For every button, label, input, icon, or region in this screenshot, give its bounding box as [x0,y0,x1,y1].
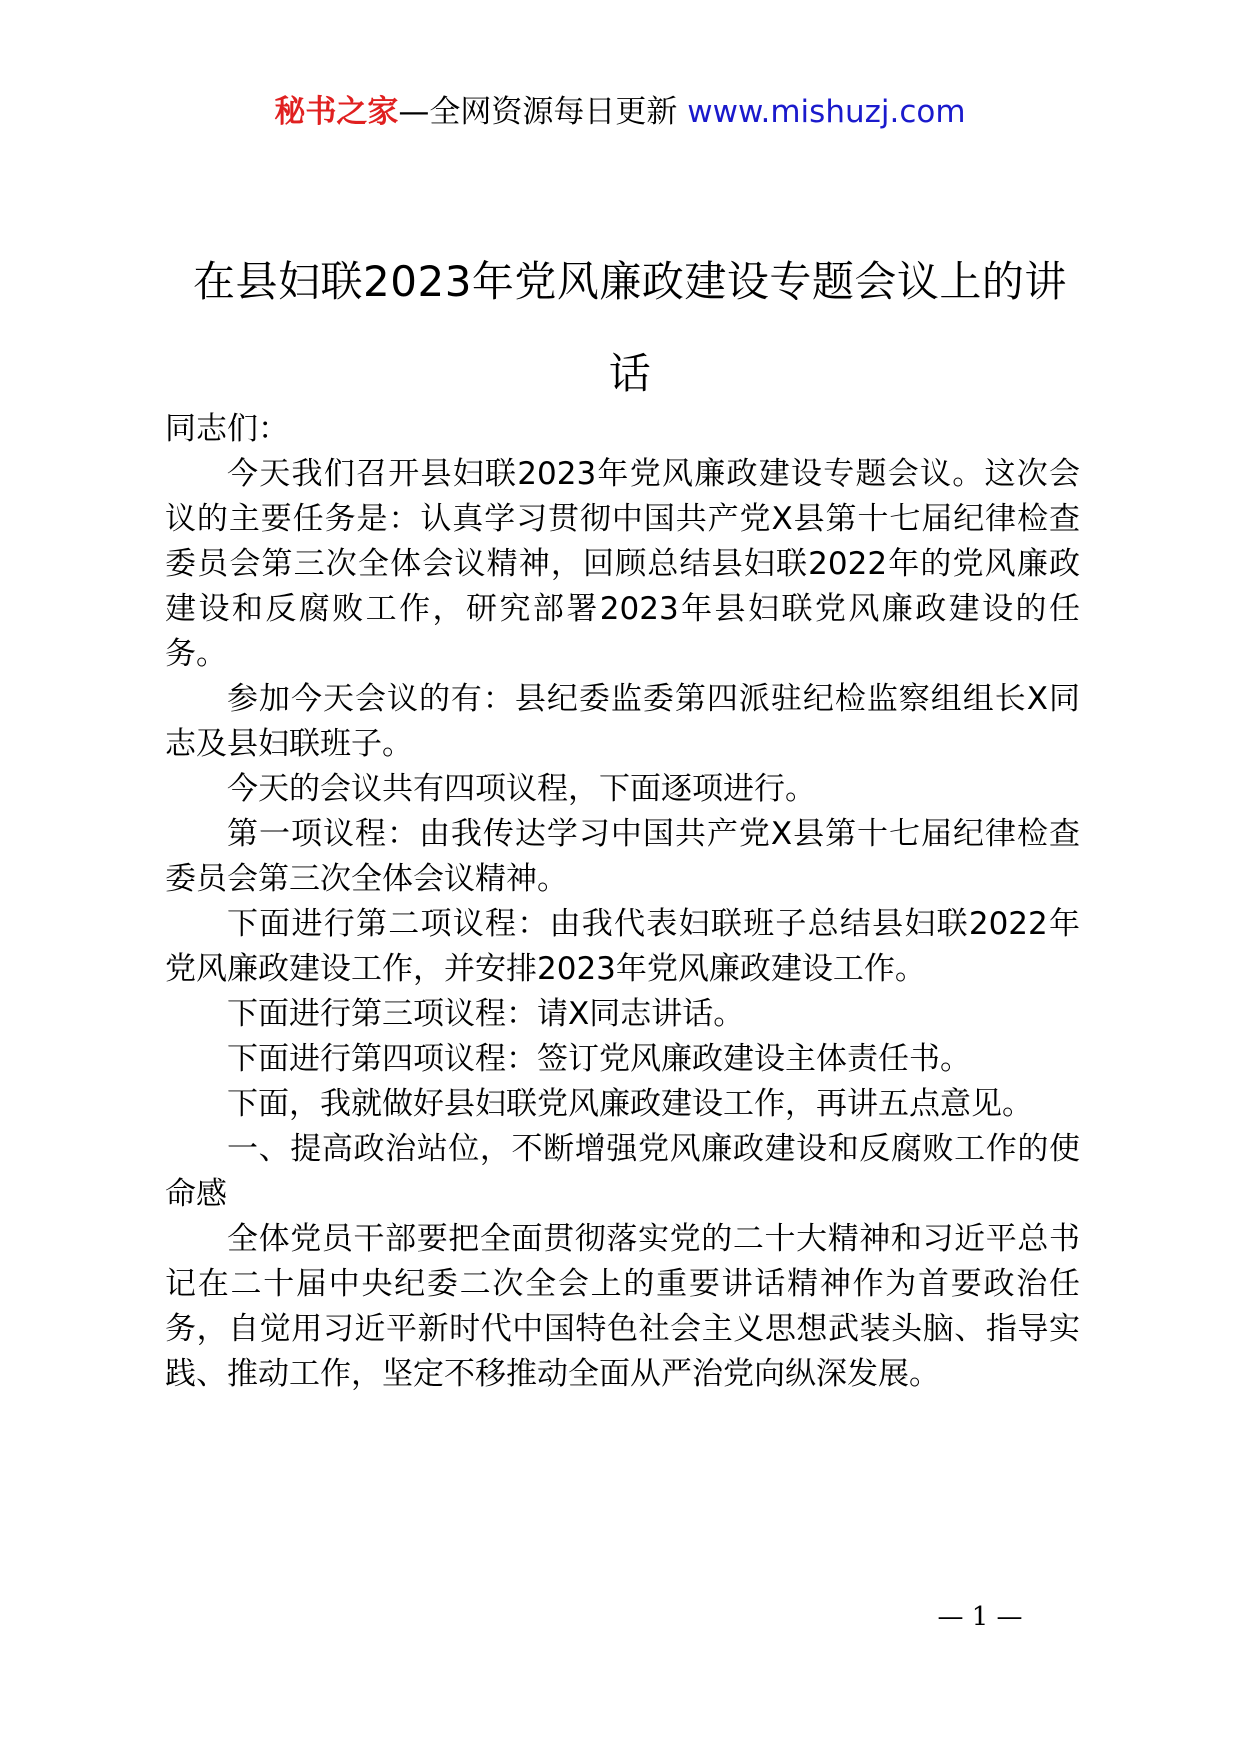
document-body [165,407,1080,1397]
page-number: — 1 — [937,1602,1023,1632]
salutation: 同志们： [165,411,289,447]
body-paragraph: 全体党员干部要把全面贯彻落实党的二十大精神和习近平总书记在二十届中央纪委二次全会上的重要讲话精神作为首要政治任务，自觉用习近平新时代中国特色社会主义思想武装头脑、指导实践、推动工作，坚定不移推动全面从严治党向纵深发展。 [165,1221,1080,1392]
body-paragraph: 第一项议程：由我传达学习中国共产党X县第十七届纪律检查委员会第三次全体会议精神。 [165,816,1080,897]
body-paragraph: 下面，我就做好县妇联党风廉政建设工作，再讲五点意见。 [227,1086,1033,1122]
site-url-link[interactable]: www.mishuzj.com [687,94,966,130]
body-paragraph: 参加今天会议的有：县纪委监委第四派驻纪检监察组组长X同志及县妇联班子。 [165,681,1080,762]
body-paragraph: 下面进行第二项议程：由我代表妇联班子总结县妇联2022年党风廉政建设工作，并安排2023年党风廉政建设工作。 [165,906,1080,987]
header-tagline: —全网资源每日更新 [398,94,678,130]
site-header [0,92,1240,132]
body-paragraph: 今天我们召开县妇联2023年党风廉政建设专题会议。这次会议的主要任务是：认真学习贯彻中国共产党X县第十七届纪律检查委员会第三次全体会议精神，回顾总结县妇联2022年的党风廉政建设和反腐败工作，研究部署2023年县妇联党风廉政建设的任务。 [165,456,1080,672]
document-title: 在县妇联2023年党风廉政建设专题会议上的讲话 [193,257,1067,398]
body-paragraph: 下面进行第三项议程：请X同志讲话。 [227,996,745,1032]
brand-name: 秘书之家 [274,94,399,130]
body-paragraph: 今天的会议共有四项议程，下面逐项进行。 [227,771,816,807]
section-heading: 一、提高政治站位，不断增强党风廉政建设和反腐败工作的使命感 [165,1131,1080,1212]
body-paragraph: 下面进行第四项议程：签订党风廉政建设主体责任书。 [227,1041,971,1077]
